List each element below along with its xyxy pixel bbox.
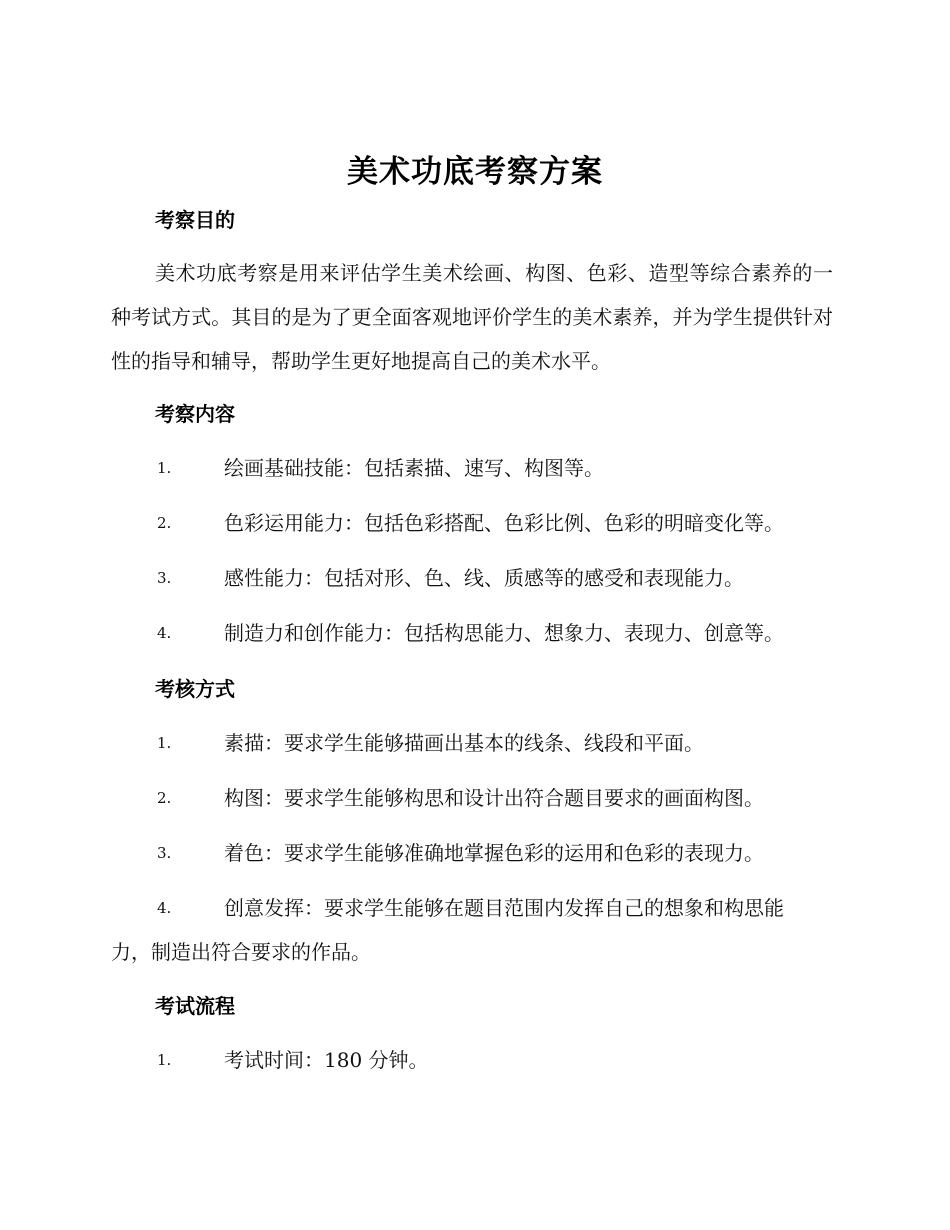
list-item-text-continued: 力，制造出符合要求的作品。 bbox=[111, 940, 371, 964]
list-item-number: 3. bbox=[157, 844, 172, 862]
list-item-text: 创意发挥：要求学生能够在题目范围内发挥自己的想象和构思能 bbox=[224, 896, 784, 920]
list-item bbox=[111, 776, 833, 820]
list-item-number: 4. bbox=[157, 899, 172, 917]
section-paragraph-purpose: 美术功底考察是用来评估学生美术绘画、构图、色彩、造型等综合素养的一种考试方式。其目的是为了更全面客观地评价学生的美术素养，并为学生提供针对性的指导和辅导，帮助学生更好地提高自己的美术水平。 bbox=[111, 261, 833, 373]
section-heading-assessment: 考核方式 bbox=[155, 677, 235, 701]
section-heading-process: 考试流程 bbox=[155, 994, 235, 1018]
section-heading-content: 考察内容 bbox=[155, 402, 235, 426]
list-item bbox=[111, 721, 833, 765]
list-item-number: 3. bbox=[157, 569, 172, 587]
list-item bbox=[111, 831, 833, 875]
list-item-number: 2. bbox=[157, 514, 172, 532]
document-title: 美术功底考察方案 bbox=[347, 154, 603, 190]
list-item bbox=[111, 886, 833, 974]
list-item-number: 1. bbox=[157, 734, 172, 752]
list-item-text: 着色：要求学生能够准确地掌握色彩的运用和色彩的表现力。 bbox=[224, 841, 764, 865]
list-item bbox=[111, 446, 833, 490]
list-item-text: 考试时间：180 分钟。 bbox=[224, 1048, 429, 1072]
list-item-text: 绘画基础技能：包括素描、速写、构图等。 bbox=[224, 456, 604, 480]
list-item-text: 素描：要求学生能够描画出基本的线条、线段和平面。 bbox=[224, 731, 704, 755]
list-item-text: 色彩运用能力：包括色彩搭配、色彩比例、色彩的明暗变化等。 bbox=[224, 511, 784, 535]
section-heading-purpose: 考察目的 bbox=[155, 208, 235, 232]
list-item bbox=[111, 1038, 833, 1082]
list-item-text: 感性能力：包括对形、色、线、质感等的感受和表现能力。 bbox=[224, 566, 744, 590]
list-item bbox=[111, 611, 833, 655]
list-item-text: 制造力和创作能力：包括构思能力、想象力、表现力、创意等。 bbox=[224, 621, 784, 645]
list-item-number: 2. bbox=[157, 789, 172, 807]
list-item bbox=[111, 556, 833, 600]
list-item-text: 构图：要求学生能够构思和设计出符合题目要求的画面构图。 bbox=[224, 786, 764, 810]
list-item-number: 4. bbox=[157, 624, 172, 642]
list-item-number: 1. bbox=[157, 459, 172, 477]
list-item-number: 1. bbox=[157, 1051, 172, 1069]
list-item bbox=[111, 501, 833, 545]
